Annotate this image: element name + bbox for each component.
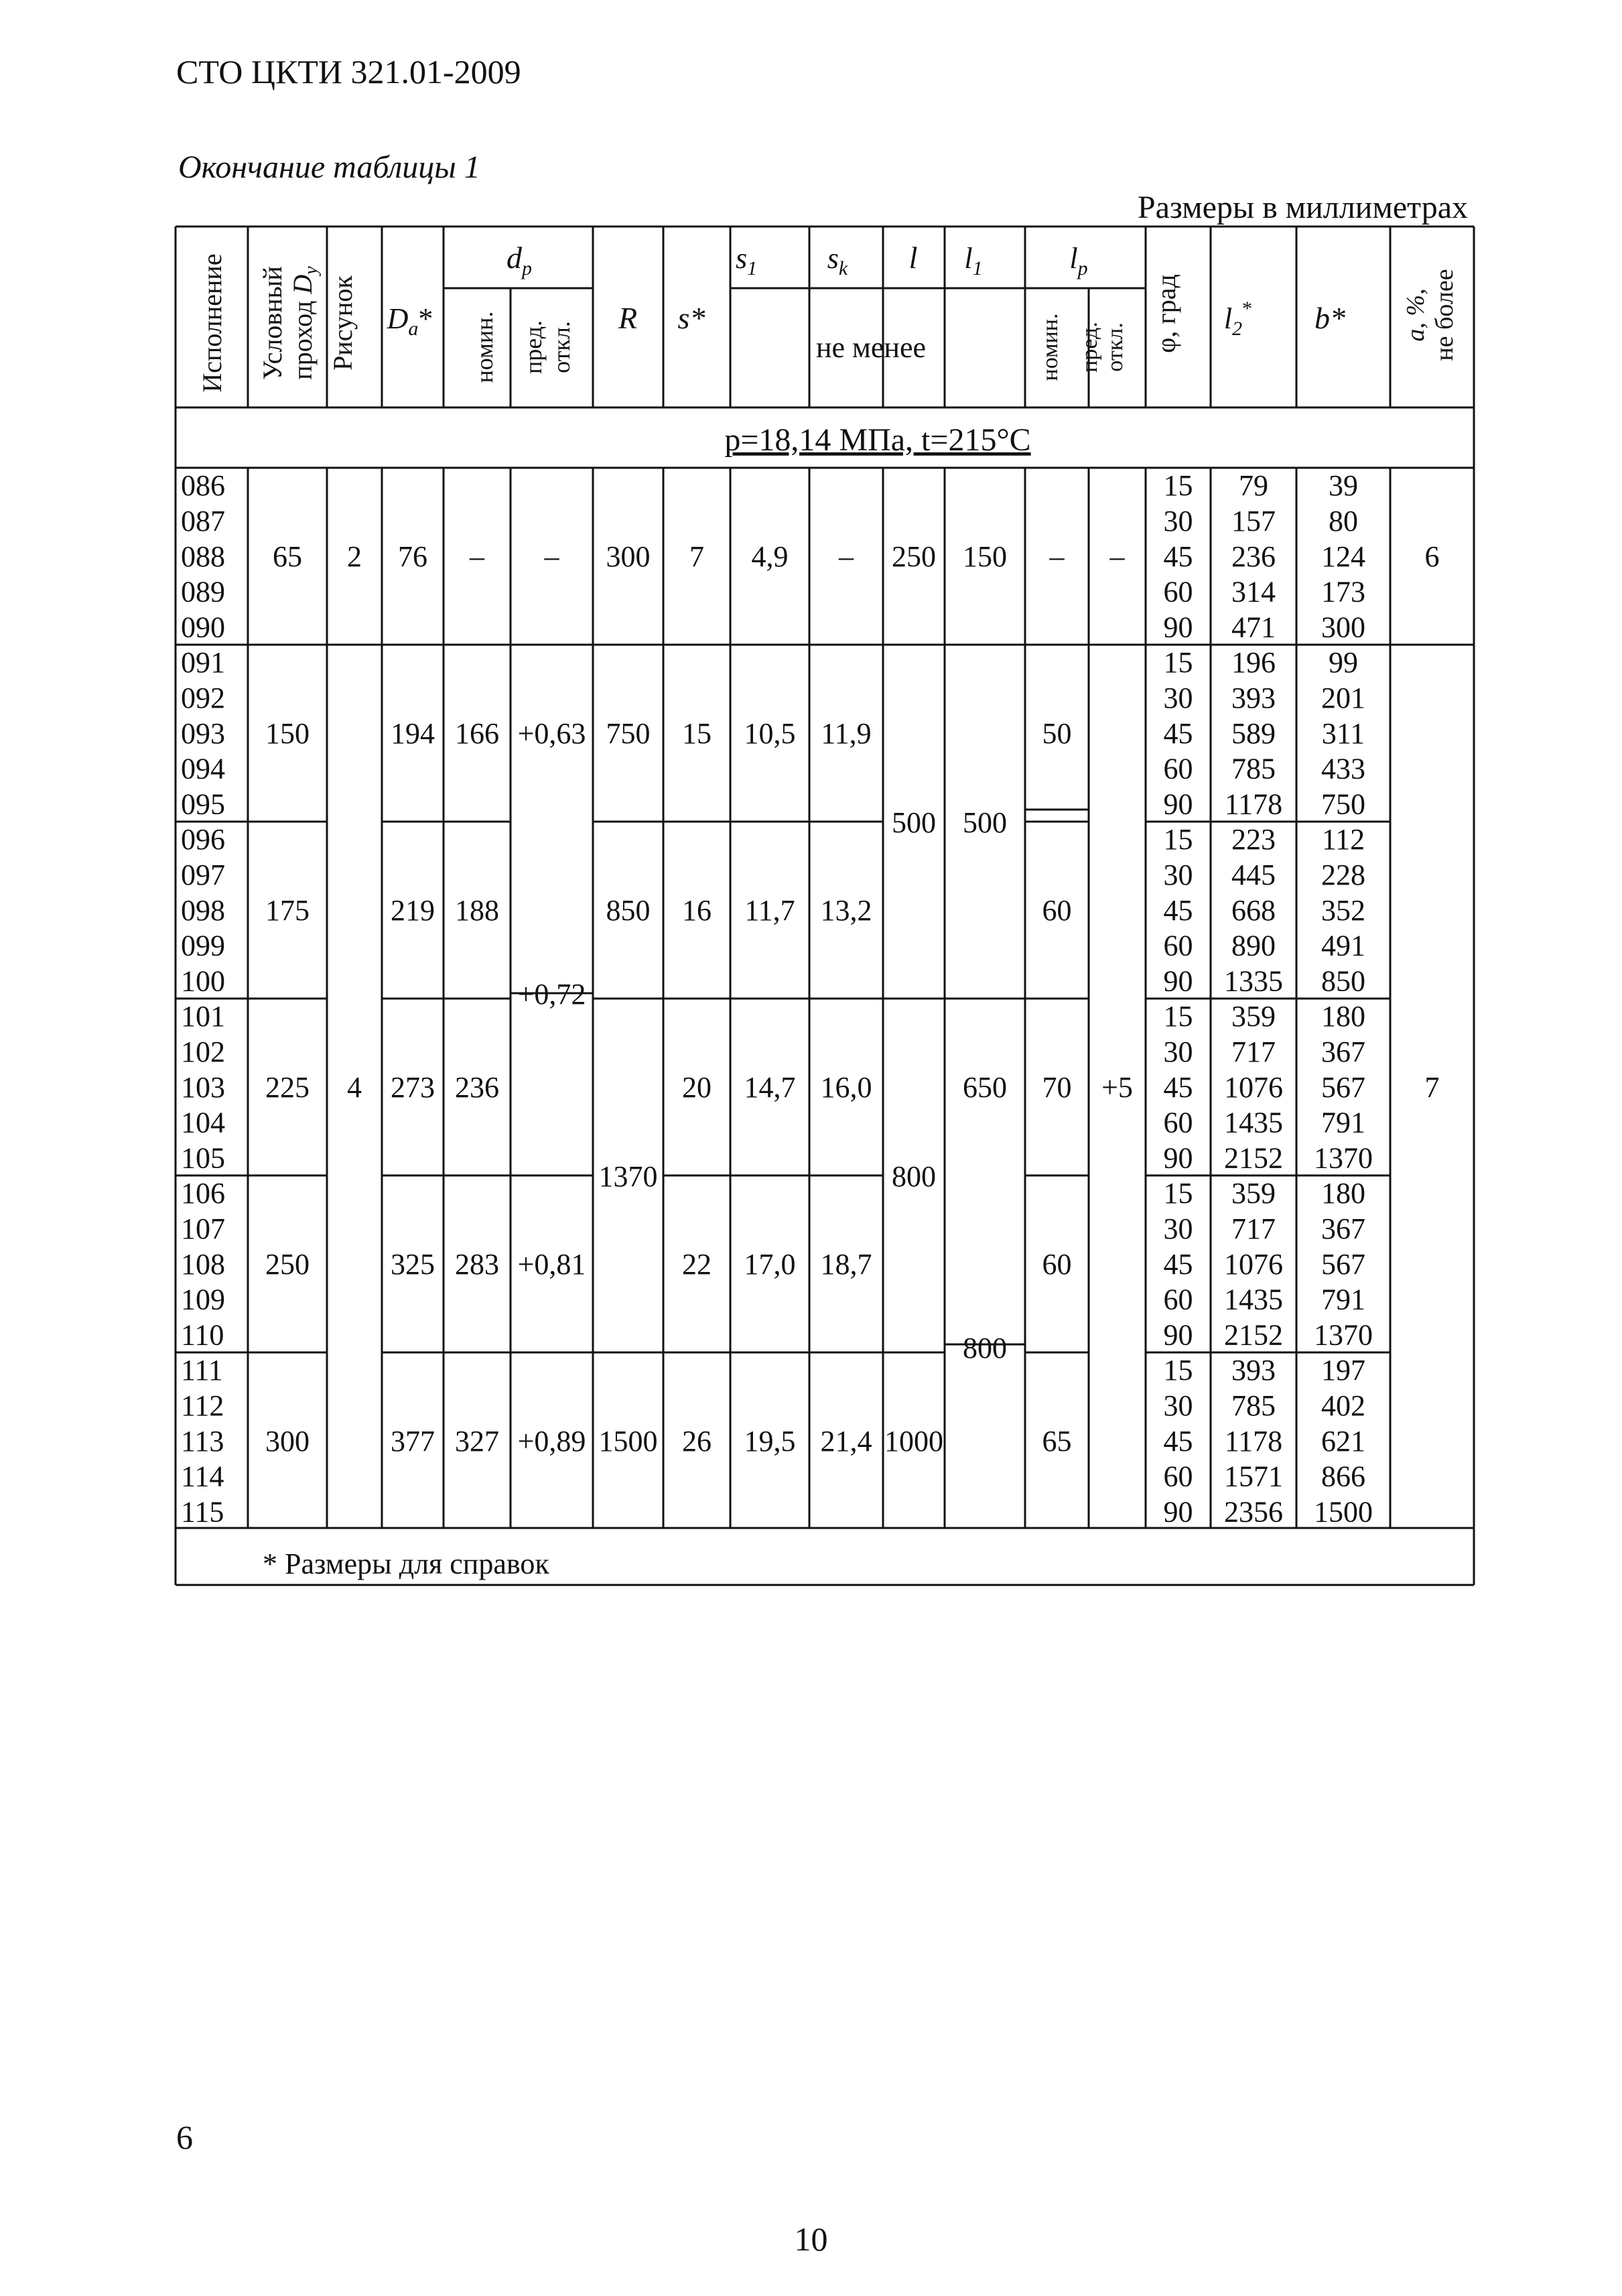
b-value: 750: [1321, 787, 1365, 821]
header-lp-otkl: откл.: [1103, 322, 1128, 372]
lp-pred-value: +5: [1101, 1070, 1133, 1104]
l2-value: 2356: [1224, 1495, 1283, 1529]
l2-value: 785: [1231, 1389, 1276, 1422]
phi-value: 30: [1163, 1212, 1193, 1245]
ispolnenie-code: 089: [181, 575, 225, 609]
ispolnenie-code: 087: [181, 504, 225, 537]
header-lp-pred: пред.: [1077, 322, 1102, 373]
s-value: 16: [682, 893, 712, 927]
lp-nomin-value: 60: [1042, 893, 1072, 927]
r-value: 300: [606, 539, 651, 573]
l-value: 800: [892, 1160, 936, 1193]
b-value: 866: [1321, 1460, 1365, 1493]
b-value: 300: [1321, 611, 1365, 644]
ispolnenie-code: 109: [181, 1283, 225, 1316]
phi-value: 45: [1163, 716, 1193, 750]
header-phi: φ, град: [1151, 274, 1181, 353]
header-da: $D_a*$: [387, 302, 433, 340]
header-s1: $s_1$: [736, 242, 758, 279]
ispolnenie-code: 111: [181, 1354, 223, 1387]
ispolnenie-code: 092: [181, 681, 225, 714]
phi-value: 30: [1163, 504, 1193, 537]
l2-value: 589: [1231, 716, 1276, 750]
r-value: 1500: [598, 1424, 658, 1458]
l2-value: 1076: [1224, 1247, 1283, 1281]
l2-value: 2152: [1224, 1141, 1283, 1175]
phi-value: 90: [1163, 1141, 1193, 1175]
header-dp-nomin: номин.: [471, 311, 498, 383]
l1-value: 650: [963, 1070, 1007, 1104]
l2-value: 236: [1231, 539, 1276, 573]
ispolnenie-code: 101: [181, 1000, 225, 1033]
l2-value: 668: [1231, 893, 1276, 927]
s-value: 15: [682, 716, 712, 750]
l2-value: 1178: [1224, 787, 1283, 821]
phi-value: 45: [1163, 893, 1193, 927]
dp-nomin-value: 283: [455, 1247, 499, 1281]
l2-value: 314: [1231, 575, 1276, 609]
b-value: 791: [1321, 1106, 1365, 1139]
r-value: 1370: [598, 1160, 658, 1193]
header-b: b*: [1314, 301, 1345, 335]
da-value: 219: [391, 893, 435, 927]
ispolnenie-code: 107: [181, 1212, 225, 1245]
b-value: 112: [1321, 823, 1365, 856]
ispolnenie-code: 108: [181, 1247, 225, 1281]
l2-value: 2152: [1224, 1318, 1283, 1352]
phi-value: 60: [1163, 929, 1193, 962]
header-dp-otkl: откл.: [548, 321, 575, 373]
ispolnenie-code: 110: [181, 1318, 224, 1352]
header-sk: $s_k$: [827, 242, 848, 279]
phi-value: 45: [1163, 1070, 1193, 1104]
footnote: * Размеры для справок: [263, 1547, 549, 1580]
header-dy: Условный: [257, 266, 287, 380]
b-value: 1500: [1314, 1495, 1373, 1529]
l2-value: 890: [1231, 929, 1276, 962]
b-value: 1370: [1314, 1318, 1373, 1352]
l2-value: 359: [1231, 1000, 1276, 1033]
phi-value: 15: [1163, 823, 1193, 856]
sk-value: –: [839, 539, 854, 573]
b-value: 228: [1321, 858, 1365, 891]
s1-value: 19,5: [744, 1424, 796, 1458]
da-value: 377: [391, 1424, 435, 1458]
l2-value: 393: [1231, 1354, 1276, 1387]
header-dy-symbol: проход $D_y$: [287, 266, 322, 380]
l1-value: 150: [963, 539, 1007, 573]
lp-nomin-value: 70: [1042, 1070, 1072, 1104]
phi-value: 30: [1163, 681, 1193, 714]
a-value: 6: [1424, 539, 1440, 573]
ispolnenie-code: 088: [181, 539, 225, 573]
header-a-ne-bolee: не более: [1430, 269, 1459, 361]
da-value: 273: [391, 1070, 435, 1104]
l-value: 500: [892, 806, 936, 839]
ispolnenie-code: 095: [181, 787, 225, 821]
l2-value: 1076: [1224, 1070, 1283, 1104]
header-ne-menee: не менее: [815, 331, 927, 364]
b-value: 80: [1329, 504, 1358, 537]
dy-value: 65: [273, 539, 302, 573]
s-value: 20: [682, 1070, 712, 1104]
dp-pred-value: +0,89: [517, 1424, 586, 1458]
sk-value: 13,2: [820, 893, 872, 927]
phi-value: 15: [1163, 1177, 1193, 1210]
ispolnenie-code: 103: [181, 1070, 225, 1104]
phi-value: 30: [1163, 858, 1193, 891]
b-value: 367: [1321, 1212, 1365, 1245]
b-value: 367: [1321, 1035, 1365, 1068]
b-value: 180: [1321, 1000, 1365, 1033]
ispolnenie-code: 104: [181, 1106, 225, 1139]
l2-value: 196: [1231, 646, 1276, 680]
b-value: 567: [1321, 1247, 1365, 1281]
l2-value: 79: [1239, 469, 1268, 503]
l2-value: 393: [1231, 681, 1276, 714]
ispolnenie-code: 115: [181, 1495, 224, 1529]
units-note: Размеры в миллиметрах: [1137, 190, 1468, 225]
dp-nomin-value: 166: [455, 716, 499, 750]
dp-nomin-value: 327: [455, 1424, 499, 1458]
s1-value: 10,5: [744, 716, 796, 750]
dp-pred-value: +0,63: [517, 716, 586, 750]
l2-value: 717: [1231, 1212, 1276, 1245]
phi-value: 15: [1163, 469, 1193, 503]
b-value: 850: [1321, 964, 1365, 998]
b-value: 173: [1321, 575, 1365, 609]
phi-value: 30: [1163, 1389, 1193, 1422]
header-l1: $l_1$: [964, 242, 983, 279]
risunok-value: 4: [347, 1070, 362, 1104]
dp-nomin-value: –: [470, 539, 484, 573]
ispolnenie-code: 105: [181, 1141, 225, 1175]
sk-value: 16,0: [820, 1070, 872, 1104]
dy-value: 250: [265, 1247, 310, 1281]
lp-nomin-value: 60: [1042, 1247, 1072, 1281]
b-value: 124: [1321, 539, 1365, 573]
phi-value: 60: [1163, 575, 1193, 609]
ispolnenie-code: 114: [181, 1460, 224, 1493]
ispolnenie-code: 093: [181, 716, 225, 750]
table-continuation-title: Окончание таблицы 1: [178, 149, 480, 185]
b-value: 1370: [1314, 1141, 1373, 1175]
phi-value: 90: [1163, 611, 1193, 644]
ispolnenie-code: 099: [181, 929, 225, 962]
b-value: 621: [1321, 1424, 1365, 1458]
phi-value: 90: [1163, 1318, 1193, 1352]
dp-nomin-value: 236: [455, 1070, 499, 1104]
l2-value: 1435: [1224, 1106, 1283, 1139]
s-value: 22: [682, 1247, 712, 1281]
s1-value: 14,7: [744, 1070, 796, 1104]
da-value: 76: [398, 539, 427, 573]
phi-value: 30: [1163, 1035, 1193, 1068]
l2-value: 157: [1231, 504, 1276, 537]
r-value: 850: [606, 893, 651, 927]
lp-nomin-value: 65: [1042, 1424, 1072, 1458]
l2-value: 471: [1231, 611, 1276, 644]
sk-value: 11,9: [821, 716, 872, 750]
phi-value: 90: [1163, 964, 1193, 998]
r-value: 750: [606, 716, 651, 750]
page-footer-number: 10: [794, 2220, 828, 2258]
l2-value: 717: [1231, 1035, 1276, 1068]
b-value: 402: [1321, 1389, 1365, 1422]
dp-pred-value: –: [544, 539, 559, 573]
dy-value: 225: [265, 1070, 310, 1104]
dy-value: 300: [265, 1424, 310, 1458]
b-value: 99: [1329, 646, 1358, 680]
l1-value: 500: [963, 806, 1007, 839]
ispolnenie-code: 097: [181, 858, 225, 891]
sk-value: 18,7: [820, 1247, 872, 1281]
l2-value: 785: [1231, 752, 1276, 785]
header-dp-pred: пред.: [520, 320, 547, 375]
ispolnenie-code: 112: [181, 1389, 224, 1422]
header-lp-nomin: номин.: [1038, 313, 1063, 381]
sk-value: 21,4: [820, 1424, 872, 1458]
l-value: 1000: [884, 1424, 943, 1458]
l1-value: 800: [963, 1332, 1007, 1364]
ispolnenie-code: 100: [181, 964, 225, 998]
ispolnenie-code: 086: [181, 469, 225, 503]
b-value: 311: [1321, 716, 1365, 750]
phi-value: 45: [1163, 1424, 1193, 1458]
page-number: 6: [176, 2118, 193, 2156]
l2-value: 1178: [1224, 1424, 1283, 1458]
s1-value: 17,0: [744, 1247, 796, 1281]
l2-value: 445: [1231, 858, 1276, 891]
l2-value: 223: [1231, 823, 1276, 856]
dp-nomin-value: 188: [455, 893, 499, 927]
s-value: 26: [682, 1424, 712, 1458]
l2-value: 1571: [1224, 1460, 1283, 1493]
header-ispolnenie: Исполнение: [197, 253, 227, 393]
phi-value: 15: [1163, 646, 1193, 680]
phi-value: 60: [1163, 1106, 1193, 1139]
s1-value: 4,9: [751, 539, 789, 573]
ispolnenie-code: 091: [181, 646, 225, 680]
phi-value: 45: [1163, 539, 1193, 573]
dp-pred-value: +0,81: [517, 1247, 586, 1281]
header-r: R: [618, 301, 638, 335]
l2-value: 1335: [1224, 964, 1283, 998]
b-value: 39: [1329, 469, 1358, 503]
a-value: 7: [1424, 1070, 1440, 1104]
header-a: a, %,: [1402, 288, 1430, 342]
ispolnenie-code: 098: [181, 893, 225, 927]
phi-value: 90: [1163, 787, 1193, 821]
b-value: 201: [1321, 681, 1365, 714]
phi-value: 45: [1163, 1247, 1193, 1281]
header-lp: $l_p$: [1069, 242, 1088, 279]
ispolnenie-code: 090: [181, 611, 225, 644]
ispolnenie-code: 113: [181, 1424, 224, 1458]
phi-value: 60: [1163, 1460, 1193, 1493]
da-value: 325: [391, 1247, 435, 1281]
dp-pred-value: +0,72: [517, 978, 586, 1011]
phi-value: 60: [1163, 1283, 1193, 1316]
phi-value: 90: [1163, 1495, 1193, 1529]
ispolnenie-code: 094: [181, 752, 225, 785]
b-value: 433: [1321, 752, 1365, 785]
da-value: 194: [391, 716, 435, 750]
lp-pred-value: –: [1109, 539, 1125, 573]
s1-value: 11,7: [744, 893, 795, 927]
lp-nomin-value: –: [1049, 539, 1065, 573]
ispolnenie-code: 106: [181, 1177, 225, 1210]
b-value: 197: [1321, 1354, 1365, 1387]
header-l2: $l_2^*$: [1223, 298, 1253, 340]
b-value: 352: [1321, 893, 1365, 927]
header-s: s*: [677, 301, 705, 335]
dy-value: 175: [265, 893, 310, 927]
header-risunok: Рисунок: [328, 275, 358, 371]
s-value: 7: [689, 539, 704, 573]
phi-value: 15: [1163, 1000, 1193, 1033]
header-l: l: [908, 241, 918, 275]
l2-value: 1435: [1224, 1283, 1283, 1316]
condition-row: p=18,14 МПа, t=215°C: [724, 422, 1031, 458]
phi-value: 15: [1163, 1354, 1193, 1387]
lp-nomin-value: 50: [1042, 716, 1072, 750]
b-value: 180: [1321, 1177, 1365, 1210]
l-value: 250: [892, 539, 936, 573]
b-value: 491: [1321, 929, 1365, 962]
header-dp: $d_p$: [506, 241, 532, 279]
phi-value: 60: [1163, 752, 1193, 785]
b-value: 791: [1321, 1283, 1365, 1316]
document-code: СТО ЦКТИ 321.01-2009: [176, 53, 521, 90]
l2-value: 359: [1231, 1177, 1276, 1210]
ispolnenie-code: 096: [181, 823, 225, 856]
risunok-value: 2: [347, 539, 362, 573]
dy-value: 150: [265, 716, 310, 750]
ispolnenie-code: 102: [181, 1035, 225, 1068]
b-value: 567: [1321, 1070, 1365, 1104]
